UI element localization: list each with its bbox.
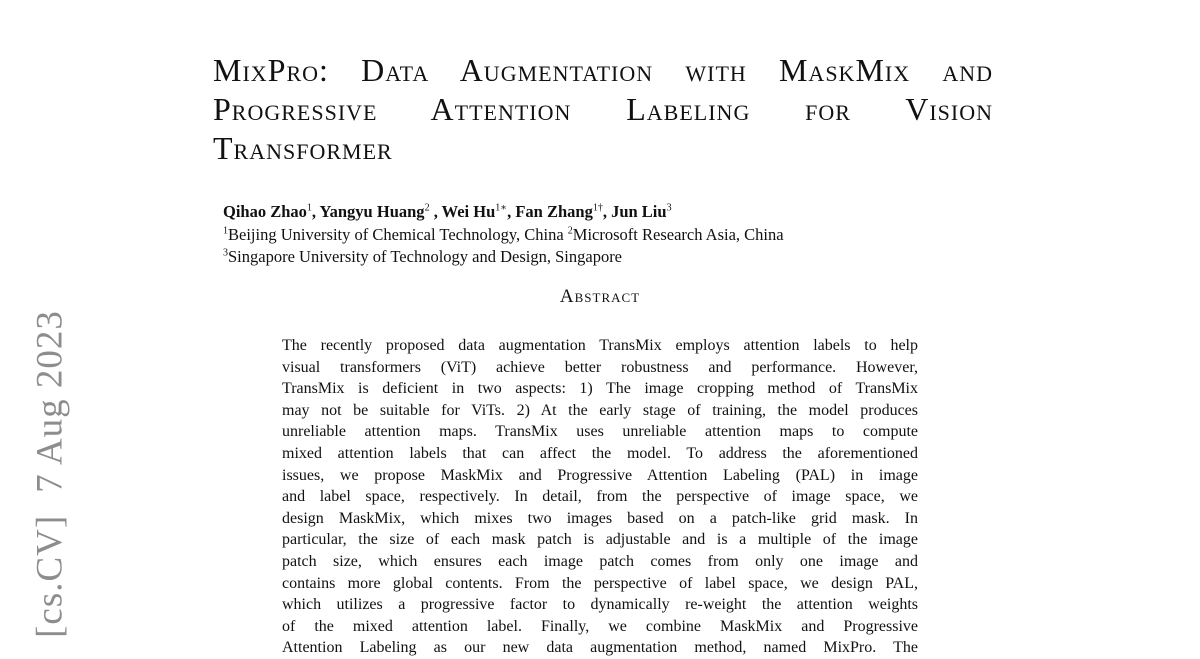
paper-title: MixPro: Data Augmentation with MaskMix and Progressive Attention Labeling for Vision Transformer <box>213 52 993 166</box>
abstract-heading: Abstract <box>559 286 641 307</box>
abstract-line: contains more global contents. From the perspective of label space, we design PAL, <box>282 574 918 592</box>
abstract-line: Attention Labeling as our new data augmentation method, named MixPro. The <box>282 639 918 657</box>
abstract-line: particular, the size of each mask patch is adjustable and is a multiple of the image <box>282 531 918 549</box>
abstract-line: TransMix is deficient in two aspects: 1) The image cropping method of TransMix <box>282 380 918 398</box>
author-2: Yangyu Huang$^2$ , <box>319 202 442 221</box>
abstract-line: visual transformers (ViT) achieve better robustness and performance. However, <box>282 358 918 376</box>
abstract-line: may not be suitable for ViTs. 2) At the early stage of training, the model produces <box>282 401 918 419</box>
abstract-line: which utilizes a progressive factor to dynamically re-weight the attention weights <box>282 596 918 614</box>
author-1: Qihao Zhao$^1$, <box>223 202 320 221</box>
abstract-line: design MaskMix, which mixes two images based on a patch-like grid mask. In <box>282 509 918 527</box>
author-3: Wei $Hu^{1∗}$, <box>441 202 516 221</box>
arxiv-side-stamp <box>29 310 72 638</box>
author-list <box>223 201 983 222</box>
author-4: Fan Zhang$^{1\dagger}$, <box>515 202 612 221</box>
author-5: Jun Liu$^3$ <box>611 202 672 221</box>
abstract-line: patch size, which ensures each image patch comes from only one image and <box>282 552 918 570</box>
arxiv-category: [cs.CV] <box>29 514 71 638</box>
abstract-line: and label space, respectively. In detail, from the perspective of image space, we <box>282 488 918 506</box>
affiliation-line-1: $^1$Beijing University of Chemical Technology, China $^2$Microsoft Research Asia, China <box>223 225 784 244</box>
abstract-line: of the mixed attention label. Finally, we combine MaskMix and Progressive <box>282 617 918 635</box>
abstract-line: unreliable attention maps. TransMix uses unreliable attention maps to compute <box>282 423 918 441</box>
affiliation-3: Singapore University of Technology and Design, Singapore <box>228 247 623 266</box>
arxiv-date: 7 Aug 2023 <box>29 310 71 493</box>
affiliation-2: Microsoft Research Asia, China <box>572 225 784 244</box>
abstract-line: mixed attention labels that can affect the model. To address the aforementioned <box>282 444 918 462</box>
abstract-body <box>282 335 918 659</box>
abstract-line: The recently proposed data augmentation TransMix employs attention labels to help <box>282 337 918 354</box>
abstract-line: issues, we propose MaskMix and Progressive Attention Labeling (PAL) in image <box>282 466 918 484</box>
affiliation-line-2: $^3$Singapore University of Technology and Design, Singapore <box>223 247 623 266</box>
affiliation-1: Beijing University of Chemical Technology, China <box>228 225 568 244</box>
